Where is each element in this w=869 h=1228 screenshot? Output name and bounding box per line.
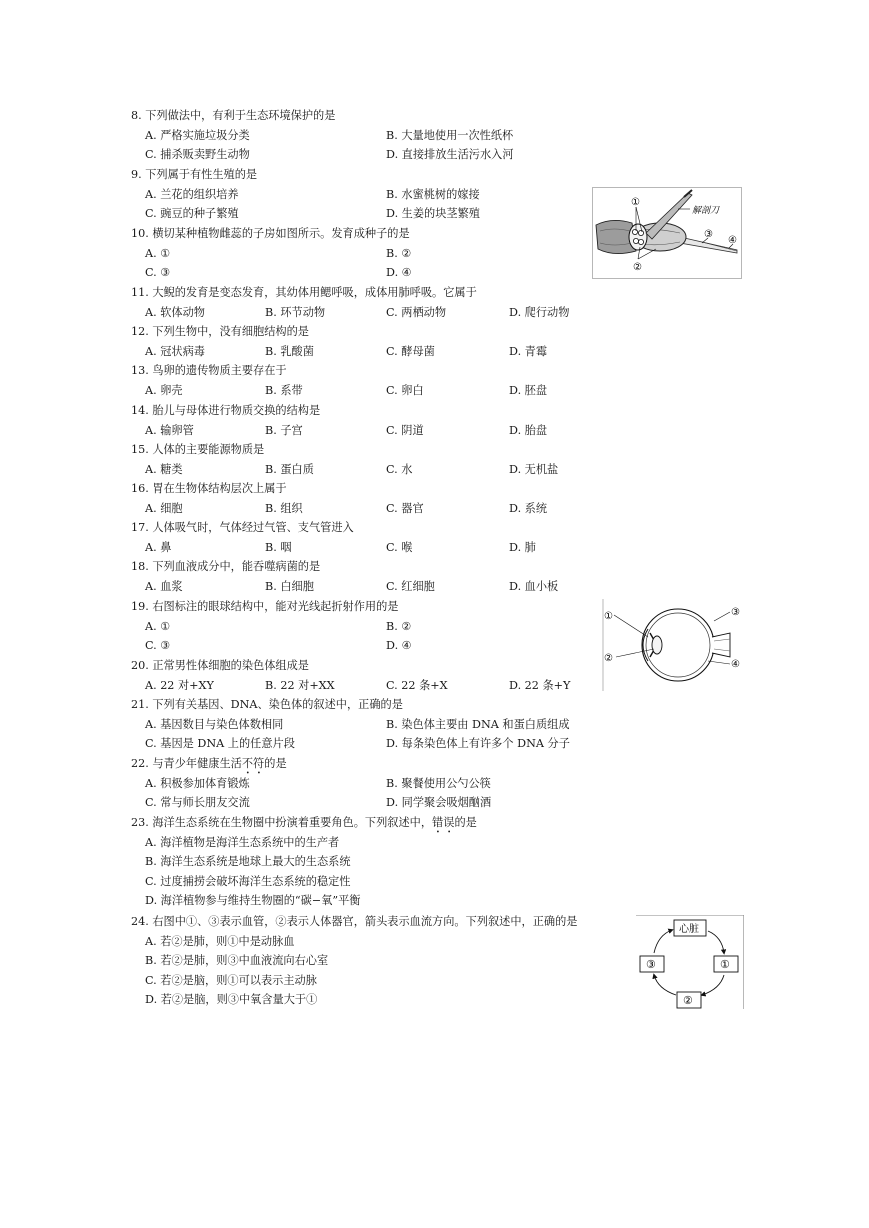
question-16	[131, 482, 548, 521]
option-b: B. ②	[386, 619, 412, 633]
question-20	[131, 659, 571, 698]
option-c: C. 水	[386, 462, 413, 476]
option-d: D. 同学聚会吸烟酗酒	[386, 796, 492, 810]
option-b: B. 若②是肺，则③中血液流向右心室	[145, 954, 329, 968]
option-a: A. 兰花的组织培养	[145, 187, 239, 201]
question-24	[131, 915, 577, 1013]
question-12	[131, 325, 548, 364]
question-stem: 11. 大鲵的发育是变态发育，其幼体用鳃呼吸，成体用肺呼吸。它属于	[131, 286, 477, 299]
ovary-figure	[592, 187, 742, 279]
eyeball-diagram	[602, 599, 748, 691]
emphasized-keyword: 不符	[241, 757, 265, 770]
option-b: B. 组织	[265, 501, 303, 515]
option-d: D. 青霉	[509, 344, 548, 358]
option-b: B. 乳酸菌	[265, 344, 314, 358]
option-b: B. 聚餐使用公勺公筷	[386, 776, 491, 790]
question-8	[131, 109, 514, 168]
option-b: B. 子宫	[265, 423, 303, 437]
question-stem: 17. 人体吸气时，气体经过气管、支气管进入	[131, 521, 354, 534]
option-c: C. 酵母菌	[386, 344, 435, 358]
stem-text: 22. 与青少年健康生活	[131, 757, 242, 770]
label-1: ①	[604, 611, 613, 622]
option-d: D. 若②是脑，则③中氧含量大于①	[145, 993, 318, 1007]
option-a: A. 软体动物	[145, 305, 205, 319]
option-b: B. 蛋白质	[265, 462, 314, 476]
stem-text: 的是	[454, 816, 477, 829]
label-4: ④	[731, 659, 740, 670]
label-4: ④	[728, 235, 737, 246]
option-c: C. 过度捕捞会破坏海洋生态系统的稳定性	[145, 874, 351, 888]
option-c: C. 常与师长朋友交流	[145, 796, 250, 810]
option-c: C. 红细胞	[386, 579, 435, 593]
option-d: D. 海洋植物参与维持生物圈的“碳−氧”平衡	[145, 894, 361, 908]
question-13	[131, 364, 548, 403]
question-stem: 20. 正常男性体细胞的染色体组成是	[131, 659, 309, 672]
question-stem: 10. 横切某种植物雌蕊的子房如图所示。发育成种子的是	[131, 227, 410, 240]
option-b: B. 海洋生态系统是地球上最大的生态系统	[145, 855, 351, 869]
label-2: ②	[604, 653, 613, 664]
option-d: D. ④	[386, 639, 412, 653]
option-d: D. 胚盘	[509, 383, 548, 397]
option-c: C. 喉	[386, 540, 413, 554]
ovary-diagram	[592, 187, 742, 279]
option-a: A. 鼻	[145, 540, 172, 554]
option-d: D. 血小板	[509, 579, 559, 593]
option-b: B. ②	[386, 246, 412, 260]
label-1: ①	[631, 197, 640, 208]
option-d: D. 22 条+Y	[509, 678, 571, 692]
option-d: D. 每条染色体上有许多个 DNA 分子	[386, 737, 570, 751]
question-19	[131, 600, 412, 659]
circulation-figure	[636, 915, 744, 1009]
option-a: A. 卵壳	[145, 383, 183, 397]
question-10	[131, 227, 410, 286]
circulation-diagram	[636, 915, 744, 1009]
option-a: A. 血浆	[145, 579, 183, 593]
option-c: C. ③	[145, 639, 171, 653]
option-c: C. 两栖动物	[386, 305, 447, 319]
option-a: A. ①	[145, 619, 171, 633]
option-d: D. 直接排放生活污水入河	[386, 148, 514, 162]
option-c: C. 22 条+X	[386, 678, 448, 692]
option-a: A. 输卵管	[145, 423, 194, 437]
question-21	[131, 698, 570, 757]
option-c: C. 豌豆的种子繁殖	[145, 207, 239, 221]
option-d: D. 胎盘	[509, 423, 548, 437]
label-1: ①	[720, 958, 730, 971]
label-3: ③	[646, 958, 656, 971]
question-stem: 9. 下列属于有性生殖的是	[131, 168, 258, 181]
knife-label: 解剖刀	[692, 206, 720, 216]
question-stem: 16. 胃在生物体结构层次上属于	[131, 482, 287, 495]
option-d: D. 生姜的块茎繁殖	[386, 207, 480, 221]
option-a: A. 冠状病毒	[145, 344, 205, 358]
option-b: B. 系带	[265, 383, 303, 397]
label-3: ③	[704, 229, 713, 240]
option-c: C. 卵白	[386, 383, 424, 397]
option-a: A. 22 对+XY	[145, 678, 214, 692]
option-a: A. 糖类	[145, 462, 183, 476]
option-b: B. 咽	[265, 540, 292, 554]
option-a: A. 海洋植物是海洋生态系统中的生产者	[145, 835, 340, 849]
option-c: C. ③	[145, 266, 171, 280]
option-a: A. ①	[145, 246, 171, 260]
option-d: D. 无机盐	[509, 462, 559, 476]
option-b: B. 染色体主要由 DNA 和蛋白质组成	[386, 717, 570, 731]
stem-text: 23. 海洋生态系统在生物圈中扮演着重要角色。下列叙述中，	[131, 816, 433, 829]
option-b: B. 白细胞	[265, 579, 314, 593]
question-stem: 19. 右图标注的眼球结构中，能对光线起折射作用的是	[131, 600, 399, 613]
question-22	[131, 757, 492, 816]
option-c: C. 基因是 DNA 上的任意片段	[145, 737, 295, 751]
question-stem	[131, 816, 477, 836]
option-a: A. 积极参加体育锻炼	[145, 776, 250, 790]
option-c: C. 器官	[386, 501, 424, 515]
question-stem: 21. 下列有关基因、DNA、染色体的叙述中，正确的是	[131, 698, 403, 711]
option-d: D. 肺	[509, 540, 536, 554]
question-stem: 13. 鸟卵的遗传物质主要存在于	[131, 364, 287, 377]
question-17	[131, 521, 536, 560]
option-a: A. 若②是肺，则①中是动脉血	[145, 934, 295, 948]
option-d: D. 爬行动物	[509, 305, 570, 319]
label-2: ②	[633, 262, 642, 273]
label-3: ③	[731, 607, 740, 618]
option-b: B. 22 对+XX	[265, 678, 335, 692]
question-stem: 8. 下列做法中，有利于生态环境保护的是	[131, 109, 336, 122]
option-b: B. 环节动物	[265, 305, 326, 319]
option-c: C. 阴道	[386, 423, 424, 437]
heart-label: 心脏	[679, 924, 699, 935]
option-a: A. 基因数目与染色体数相同	[145, 717, 284, 731]
question-23	[131, 816, 477, 914]
question-stem: 14. 胎儿与母体进行物质交换的结构是	[131, 404, 321, 417]
option-b: B. 水蜜桃树的嫁接	[386, 187, 480, 201]
question-stem: 24. 右图中①、③表示血管，②表示人体器官，箭头表示血流方向。下列叙述中，正确的是	[131, 915, 578, 928]
option-d: D. 系统	[509, 501, 548, 515]
option-b: B. 大量地使用一次性纸杯	[386, 128, 514, 142]
question-14	[131, 404, 548, 443]
option-c: C. 若②是脑，则①可以表示主动脉	[145, 973, 317, 987]
emphasized-keyword: 错误	[432, 816, 455, 829]
stem-text: 的是	[264, 757, 287, 770]
eye-figure	[602, 599, 748, 691]
question-stem: 12. 下列生物中，没有细胞结构的是	[131, 325, 309, 338]
question-9	[131, 168, 480, 227]
option-c: C. 捕杀贩卖野生动物	[145, 148, 250, 162]
option-a: A. 细胞	[145, 501, 183, 515]
label-2: ②	[683, 994, 693, 1007]
question-stem	[131, 757, 287, 777]
question-stem: 18. 下列血液成分中，能吞噬病菌的是	[131, 560, 321, 573]
option-d: D. ④	[386, 266, 412, 280]
option-a: A. 严格实施垃圾分类	[145, 128, 250, 142]
question-stem: 15. 人体的主要能源物质是	[131, 443, 265, 456]
question-15	[131, 443, 559, 482]
question-18	[131, 560, 559, 599]
question-11	[131, 286, 570, 325]
